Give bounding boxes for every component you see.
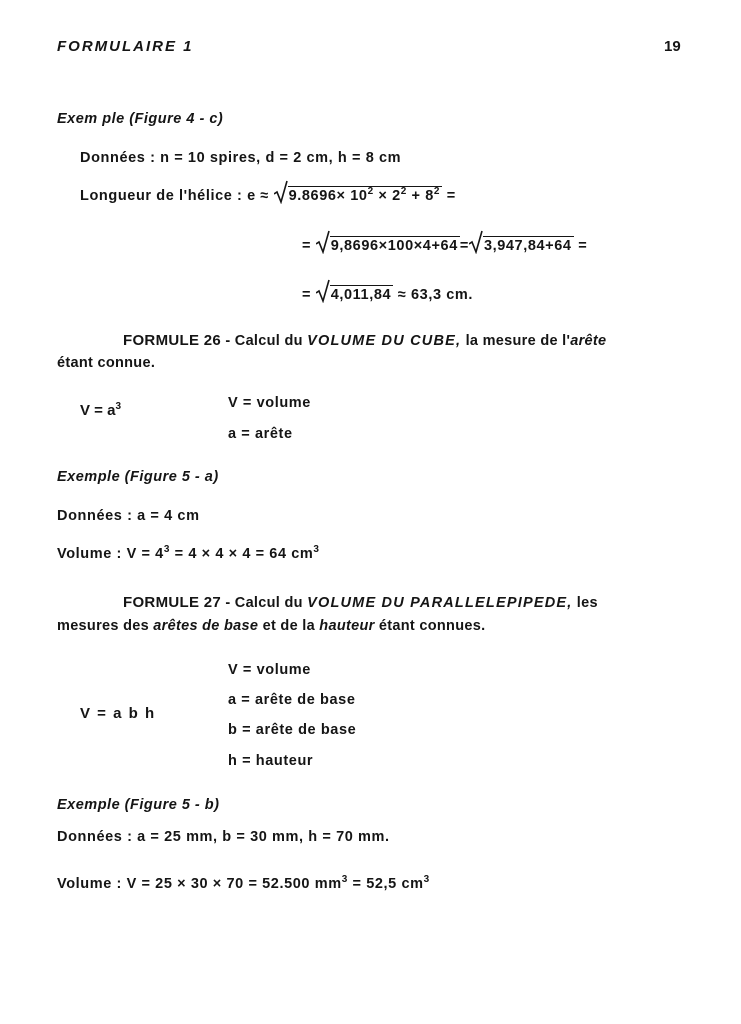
formula-26-text: - Calcul du: [221, 333, 308, 349]
formula-27-legend-a: a = arête de base: [228, 692, 356, 708]
square-root-2: [316, 230, 460, 254]
equals-sign: =: [459, 238, 469, 254]
square-root-4: [316, 279, 393, 303]
formula-27-continuation: [57, 618, 485, 634]
helix-result: ≈ 63,3 cm.: [397, 287, 474, 303]
formula-27-text: étant connues.: [374, 618, 486, 634]
formula-27-text: mesures des: [57, 618, 154, 634]
formula-27-statement: [123, 594, 598, 611]
given-data-prism: Données : a = 25 mm, b = 30 mm, h = 70 mm.: [57, 829, 390, 845]
example-heading-figure-4c: Exem ple (Figure 4 - c): [57, 111, 224, 127]
formula-26-expression-text: V = a: [80, 402, 116, 419]
cube-volume-line: Volume : $V = 4^3 = 4 \times 4 \times 4 = 64$ $cm^3$: [57, 544, 320, 562]
formula-27-term-height: hauteur: [319, 618, 375, 634]
radicand-3: 3,947,84+64: [483, 238, 572, 254]
formula-27-legend-b: b = arête de base: [228, 722, 357, 738]
page-number: 19: [664, 38, 681, 55]
prism-volume-result: = 52,5 cm: [347, 876, 424, 892]
radical-sign-icon: [274, 180, 288, 204]
square-root-1: $9.8696\times 10^2 \times 2^2 + 8^2$: [274, 180, 443, 204]
prism-volume-line: Volume : V = 25 × 30 × 70 = 52.500 $mm^3 = 52,5$ $cm^3$: [57, 874, 430, 892]
prism-volume-prefix: Volume : V = 25 × 30 × 70 = 52.500 mm: [57, 876, 342, 892]
radicand-1: 9.8696× 10: [288, 188, 368, 204]
example-heading-figure-5b: Exemple (Figure 5 - b): [57, 797, 220, 813]
formula-27-expression: V = a b h: [80, 705, 156, 722]
equals-sign: =: [302, 238, 312, 254]
helix-calc-line-2: [302, 230, 587, 254]
helix-length-line: [80, 180, 456, 204]
running-header: FORMULAIRE 1: [57, 38, 194, 55]
equals-sign: =: [446, 188, 456, 204]
formula-26-expression: $V = a^3$: [80, 401, 122, 419]
formula-27-text: les: [572, 595, 598, 611]
square-root-3: [469, 230, 574, 254]
formula-27-text: et de la: [258, 618, 320, 634]
radical-sign-icon: [316, 279, 330, 303]
radicand-2: 9,8696×100×4+64: [330, 238, 458, 254]
formula-26-legend-a: a = arête: [228, 426, 293, 442]
formula-27-text: - Calcul du: [221, 595, 308, 611]
given-data-helix: Données : n = 10 spires, d = 2 cm, h = 8 cm: [80, 150, 402, 166]
equals-sign: =: [302, 287, 312, 303]
formula-26-statement: [123, 332, 606, 349]
helix-calc-line-3: [302, 279, 473, 303]
formula-27-label: FORMULE 27: [123, 594, 222, 611]
formula-26-term: arête: [570, 333, 607, 349]
formula-26-legend-v: V = volume: [228, 395, 311, 411]
formula-26-title: VOLUME DU CUBE,: [307, 333, 462, 349]
helix-length-label: Longueur de l'hélice : e ≈: [80, 188, 269, 204]
formula-26-text: la mesure de l': [461, 333, 571, 349]
equals-sign: =: [578, 238, 588, 254]
given-data-cube: Données : a = 4 cm: [57, 508, 200, 524]
formula-27-title: VOLUME DU PARALLELEPIPEDE,: [307, 595, 573, 611]
formula-26-label: FORMULE 26: [123, 332, 222, 349]
example-heading-figure-5a: Exemple (Figure 5 - a): [57, 469, 219, 485]
radicand-4: 4,011,84: [330, 287, 392, 303]
cube-volume-prefix: Volume : V = 4: [57, 546, 164, 562]
formula-27-term-base-edges: arêtes de base: [153, 618, 259, 634]
radical-sign-icon: [316, 230, 330, 254]
radical-sign-icon: [469, 230, 483, 254]
cube-volume-result: = 4 × 4 × 4 = 64 cm: [170, 546, 314, 562]
formula-26-continuation: étant connue.: [57, 355, 156, 371]
formula-27-legend-v: V = volume: [228, 662, 311, 678]
formula-27-legend-h: h = hauteur: [228, 753, 314, 769]
